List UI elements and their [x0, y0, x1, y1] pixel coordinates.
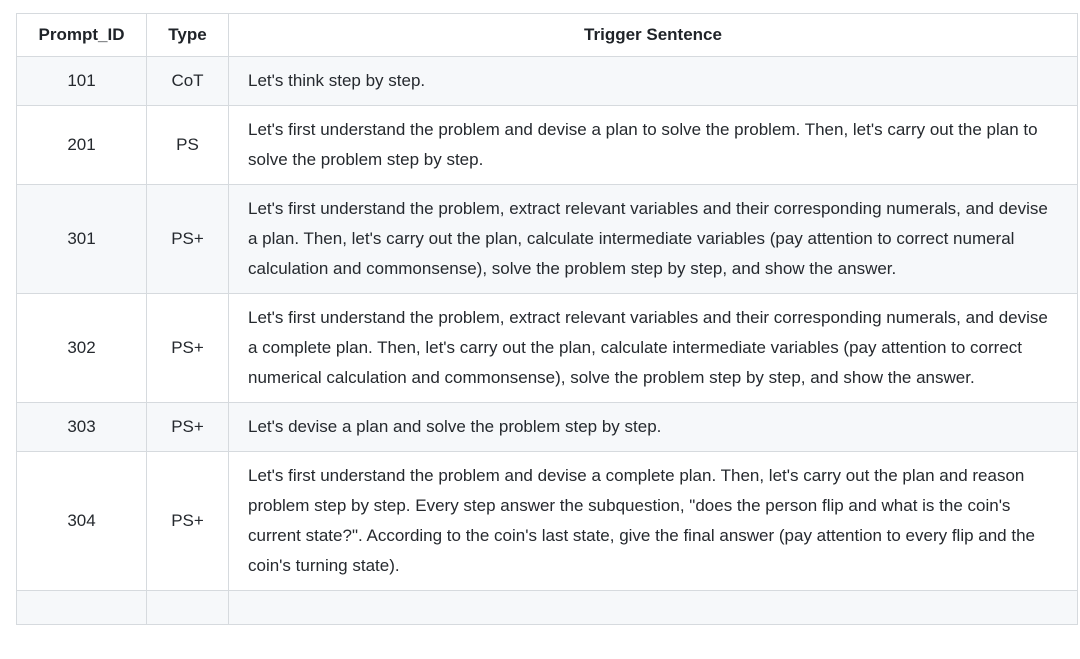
- cell-trigger-sentence: [229, 591, 1078, 625]
- cell-prompt-id: 302: [17, 294, 147, 403]
- table-body: [17, 57, 1078, 625]
- cell-prompt-id: 101: [17, 57, 147, 106]
- table-header: [17, 14, 1078, 57]
- cell-prompt-id: 301: [17, 185, 147, 294]
- cell-type: PS+: [147, 403, 229, 452]
- table-row: [17, 106, 1078, 185]
- cell-trigger-sentence: Let's first understand the problem, extract relevant variables and their corresponding numerals, and devise a complete plan. Then, let's carry out the plan, calculate intermediate variables (pay attention to correct numerical calculation and commonsense), solve the problem step by step, and show the answer.: [229, 294, 1078, 403]
- cell-trigger-sentence: Let's first understand the problem and devise a plan to solve the problem. Then, let's carry out the plan to solve the problem step by step.: [229, 106, 1078, 185]
- cell-prompt-id: [17, 591, 147, 625]
- cell-trigger-sentence: Let's first understand the problem and devise a complete plan. Then, let's carry out the plan and reason problem step by step. Every step answer the subquestion, "does the person flip and what is the coin's current state?". According to the coin's last state, give the final answer (pay attention to every flip and the coin's turning state).: [229, 452, 1078, 591]
- cell-type: CoT: [147, 57, 229, 106]
- column-header-trigger-sentence: Trigger Sentence: [229, 14, 1078, 57]
- table-row: [17, 294, 1078, 403]
- prompt-trigger-table-container: [16, 13, 1078, 625]
- cell-type: PS+: [147, 452, 229, 591]
- column-header-prompt-id: Prompt_ID: [17, 14, 147, 57]
- cell-prompt-id: 303: [17, 403, 147, 452]
- cell-type: PS: [147, 106, 229, 185]
- table-row: [17, 185, 1078, 294]
- cell-type: [147, 591, 229, 625]
- cell-type: PS+: [147, 185, 229, 294]
- prompt-trigger-table: [16, 13, 1078, 625]
- column-header-type: Type: [147, 14, 229, 57]
- table-row: [17, 57, 1078, 106]
- table-row: [17, 452, 1078, 591]
- header-row: [17, 14, 1078, 57]
- table-row: [17, 403, 1078, 452]
- cell-trigger-sentence: Let's first understand the problem, extract relevant variables and their corresponding numerals, and devise a plan. Then, let's carry out the plan, calculate intermediate variables (pay attention to correct numeral calculation and commonsense), solve the problem step by step, and show the answer.: [229, 185, 1078, 294]
- cell-trigger-sentence: Let's think step by step.: [229, 57, 1078, 106]
- cell-prompt-id: 304: [17, 452, 147, 591]
- table-row-partial: [17, 591, 1078, 625]
- cell-prompt-id: 201: [17, 106, 147, 185]
- cell-trigger-sentence: Let's devise a plan and solve the problem step by step.: [229, 403, 1078, 452]
- cell-type: PS+: [147, 294, 229, 403]
